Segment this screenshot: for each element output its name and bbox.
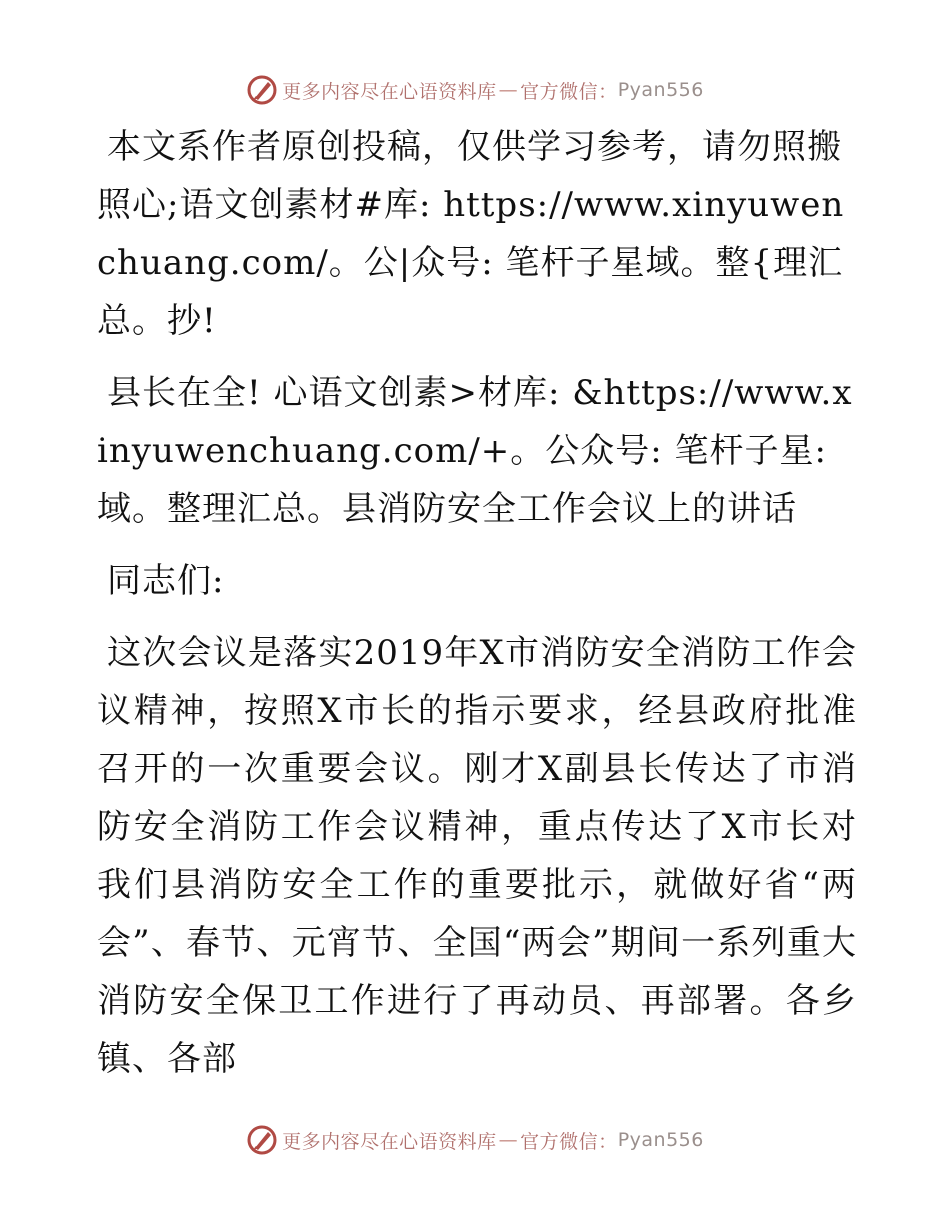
paragraph-title: 县长在全! 心语文创素>材库: &https://www.xinyuwenchuang.com/+。公众号: 笔杆子星:域。整理汇总。县消防安全工作会议上的讲话 <box>97 373 853 529</box>
document-body <box>97 118 857 1102</box>
paragraph-speech-body: 这次会议是落实2019年X市消防安全消防工作会议精神，按照X市长的指示要求，经县政府批准召开的一次重要会议。刚才X副县长传达了市消防安全消防工作会议精神，重点传达了X市长对我们县消防安全工作的重要批示，就做好省“两会”、春节、元宵节、全国“两会”期间一系列重大消防安全保卫工作进行了再动员、再部署。各乡镇、各部 <box>97 633 857 1079</box>
header-banner-official: 官方微信： <box>520 80 618 103</box>
header-banner-separator: — <box>498 79 519 101</box>
header-banner-id: Pyan556 <box>617 79 704 101</box>
footer-banner-id: Pyan556 <box>617 1129 704 1151</box>
paragraph-salutation: 同志们: <box>107 561 225 601</box>
quill-logo-icon <box>246 74 278 106</box>
footer-banner-separator: — <box>498 1129 519 1151</box>
header-banner-text: 更多内容尽在心语资料库 <box>282 80 497 103</box>
footer-watermark-banner <box>0 1120 950 1160</box>
footer-banner-official: 官方微信： <box>520 1130 618 1153</box>
footer-banner-text: 更多内容尽在心语资料库 <box>282 1130 497 1153</box>
header-watermark-banner <box>0 70 950 110</box>
quill-logo-icon <box>246 1124 278 1156</box>
paragraph-disclaimer: 本文系作者原创投稿，仅供学习参考，请勿照搬照心;语文创素材#库: https://www.xinyuwenchuang.com/。公|众号: 笔杆子星域。整{理汇总。抄! <box>97 127 845 341</box>
